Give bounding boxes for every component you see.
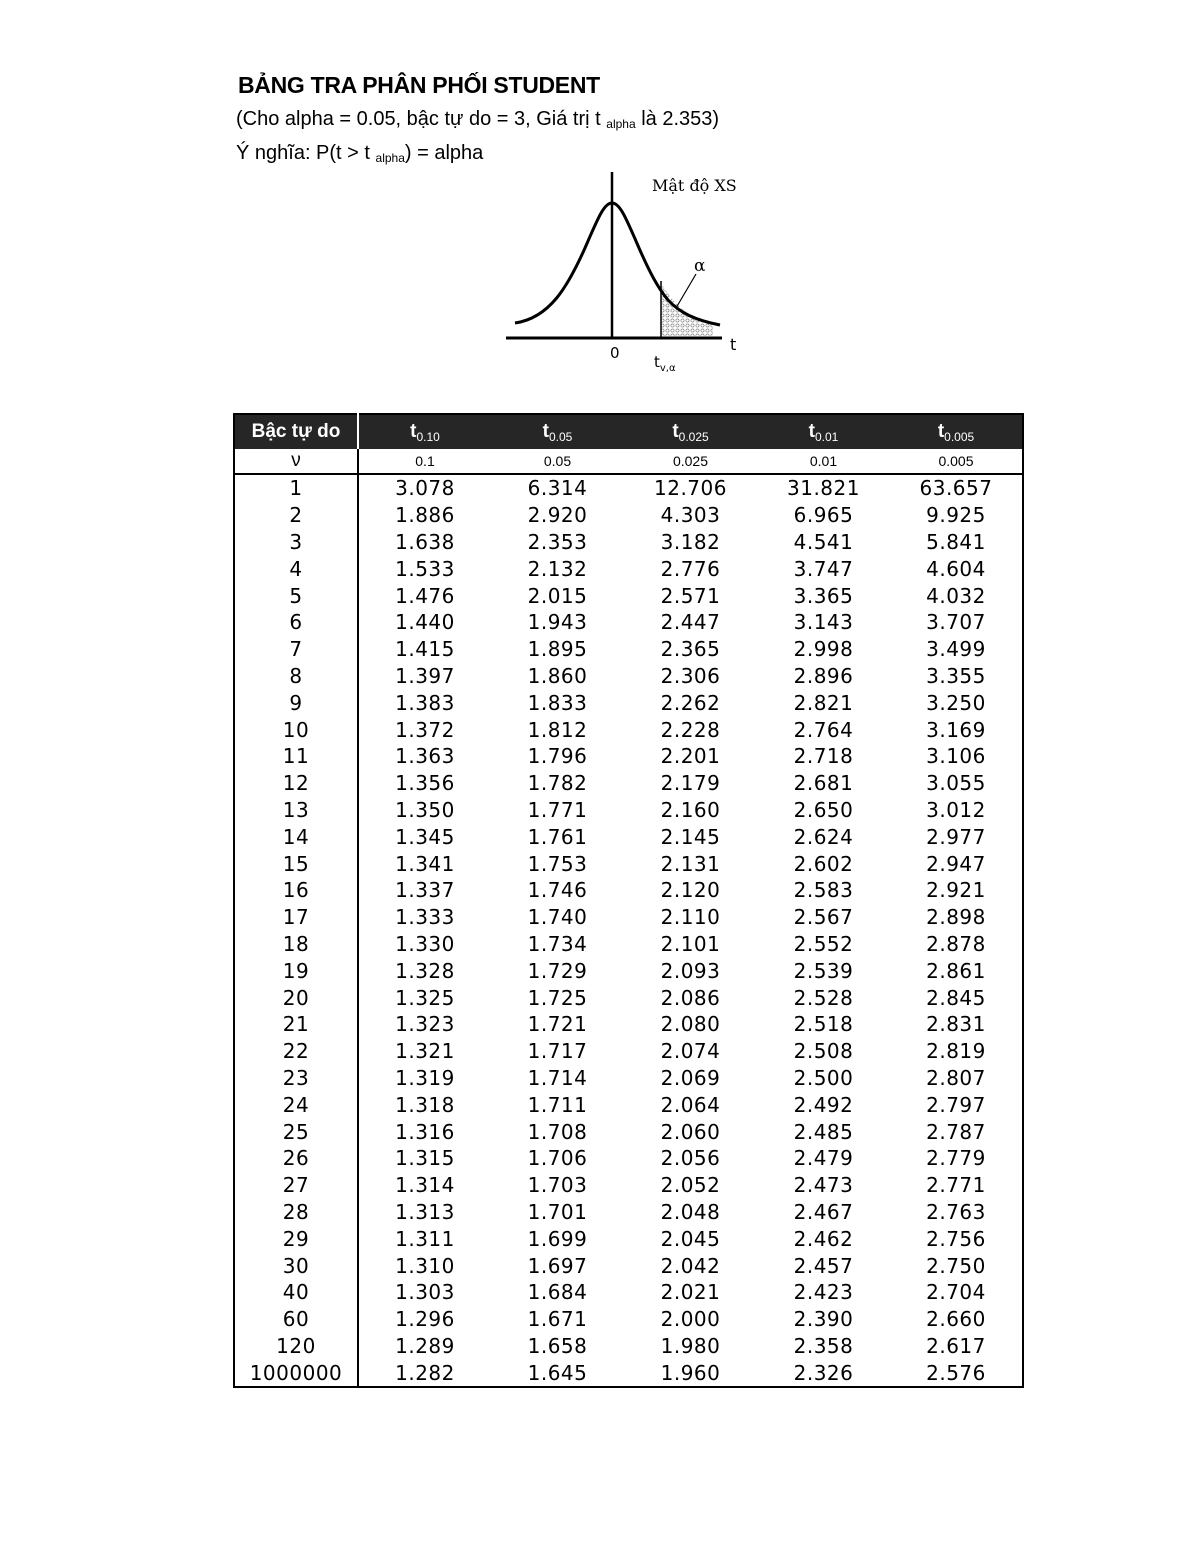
degrees-of-freedom-cell: 15 (234, 850, 358, 877)
critical-value-cell: 3.499 (926, 637, 986, 662)
table-row (234, 609, 1023, 636)
table-row (234, 1333, 1023, 1360)
degrees-of-freedom-cell: 1 (234, 474, 358, 502)
header-t-col (757, 414, 890, 449)
critical-value-cell: 4.604 (926, 556, 986, 581)
t-distribution-table (233, 413, 1022, 1388)
critical-value-cell: 2.776 (660, 556, 721, 581)
example-note-suffix: là 2.353) (635, 108, 720, 130)
critical-value-cell: 2.228 (660, 717, 721, 742)
critical-value-cell: 1.325 (395, 985, 455, 1010)
critical-value-cell: 1.703 (527, 1173, 588, 1198)
degrees-of-freedom-cell: 21 (234, 1011, 358, 1038)
table-row (234, 1225, 1023, 1252)
critical-value-cell: 1.729 (527, 958, 588, 983)
header-t-symbol: t (672, 420, 679, 442)
critical-value-cell: 1.980 (660, 1333, 721, 1358)
critical-value-cell: 1.796 (527, 744, 588, 769)
critical-value-cell: 2.718 (793, 744, 854, 769)
critical-value-cell: 1.895 (527, 637, 588, 662)
example-note-sub: alpha (606, 117, 636, 131)
table-row (234, 770, 1023, 797)
critical-value-cell: 2.763 (926, 1199, 986, 1224)
table-body (234, 474, 1023, 1387)
header-t-sub: 0.005 (944, 429, 975, 444)
header-t-sub: 0.01 (814, 429, 839, 444)
critical-value-cell: 1.318 (395, 1092, 455, 1117)
degrees-of-freedom-cell: 18 (234, 931, 358, 958)
table-row (234, 1091, 1023, 1118)
header-t-col (358, 414, 491, 449)
degrees-of-freedom-cell: 16 (234, 877, 358, 904)
degrees-of-freedom-cell: 40 (234, 1279, 358, 1306)
critical-value-cell: 2.552 (793, 931, 854, 956)
table-row (234, 1199, 1023, 1226)
t-critical-main: t (654, 353, 660, 371)
critical-value-cell: 2.779 (926, 1146, 986, 1171)
critical-value-cell: 3.365 (793, 583, 854, 608)
critical-value-cell: 2.052 (660, 1173, 721, 1198)
critical-value-cell: 2.000 (660, 1307, 721, 1332)
degrees-of-freedom-cell: 2 (234, 502, 358, 529)
critical-value-cell: 6.965 (793, 503, 854, 528)
critical-value-cell: 2.179 (660, 771, 721, 796)
table-row (234, 1118, 1023, 1145)
critical-value-cell: 1.363 (395, 744, 455, 769)
critical-value-cell: 2.353 (527, 529, 588, 554)
table-row (234, 555, 1023, 582)
critical-value-cell: 9.925 (926, 503, 986, 528)
critical-value-cell: 1.706 (527, 1146, 588, 1171)
table-row (234, 984, 1023, 1011)
critical-value-cell: 2.060 (660, 1119, 721, 1144)
critical-value-cell: 2.878 (926, 931, 986, 956)
degrees-of-freedom-cell: 14 (234, 823, 358, 850)
degrees-of-freedom-cell: 6 (234, 609, 358, 636)
critical-value-cell: 1.296 (395, 1307, 455, 1332)
critical-value-cell: 2.681 (793, 771, 854, 796)
critical-value-cell: 3.707 (926, 610, 986, 635)
critical-value-cell: 1.860 (527, 663, 588, 688)
degrees-of-freedom-cell: 28 (234, 1199, 358, 1226)
critical-value-cell: 2.831 (926, 1012, 986, 1037)
alpha-row (234, 449, 1023, 474)
degrees-of-freedom-cell: 4 (234, 555, 358, 582)
table-row (234, 957, 1023, 984)
density-figure (500, 168, 760, 383)
critical-value-cell: 1.321 (395, 1039, 455, 1064)
critical-value-cell: 1.341 (395, 851, 455, 876)
alpha-value: 0.005 (890, 449, 1023, 474)
critical-value-cell: 1.714 (527, 1065, 588, 1090)
density-curve (515, 203, 720, 325)
table-row (234, 850, 1023, 877)
critical-value-cell: 3.182 (660, 529, 721, 554)
degrees-of-freedom-cell: 29 (234, 1225, 358, 1252)
critical-value-cell: 1.684 (527, 1280, 588, 1305)
critical-value-cell: 2.365 (660, 637, 721, 662)
critical-value-cell: 1.725 (527, 985, 588, 1010)
page-title: BẢNG TRA PHÂN PHỐI STUDENT (238, 72, 600, 98)
table-row (234, 716, 1023, 743)
degrees-of-freedom-cell: 9 (234, 689, 358, 716)
critical-value-cell: 5.841 (926, 529, 986, 554)
critical-value-cell: 1.310 (395, 1253, 455, 1278)
critical-value-cell: 2.583 (793, 878, 854, 903)
critical-value-cell: 1.753 (527, 851, 588, 876)
degrees-of-freedom-cell: 5 (234, 582, 358, 609)
critical-value-cell: 3.747 (793, 556, 854, 581)
degrees-of-freedom-cell: 1000000 (234, 1359, 358, 1387)
table-row (234, 743, 1023, 770)
critical-value-cell: 2.539 (793, 958, 854, 983)
critical-value-cell: 2.764 (793, 717, 854, 742)
critical-value-cell: 1.397 (395, 663, 455, 688)
table-row (234, 636, 1023, 663)
critical-value-cell: 2.262 (660, 690, 721, 715)
critical-value-cell: 1.886 (395, 503, 455, 528)
critical-value-cell: 1.311 (395, 1226, 455, 1251)
table-row (234, 1359, 1023, 1387)
critical-value-cell: 2.390 (793, 1307, 854, 1332)
critical-value-cell: 2.921 (926, 878, 986, 903)
critical-value-cell: 1.383 (395, 690, 455, 715)
critical-value-cell: 2.704 (926, 1280, 986, 1305)
degrees-of-freedom-cell: 25 (234, 1118, 358, 1145)
critical-value-cell: 2.977 (926, 824, 986, 849)
meaning-note-sub: alpha (375, 151, 405, 165)
critical-value-cell: 2.771 (926, 1173, 986, 1198)
critical-value-cell: 2.567 (793, 905, 854, 930)
table-row (234, 582, 1023, 609)
degrees-of-freedom-cell: 23 (234, 1065, 358, 1092)
degrees-of-freedom-cell: 10 (234, 716, 358, 743)
critical-value-cell: 1.746 (527, 878, 588, 903)
critical-value-cell: 2.447 (660, 610, 721, 635)
alpha-value: 0.1 (358, 449, 491, 474)
critical-value-cell: 2.086 (660, 985, 721, 1010)
critical-value-cell: 2.797 (926, 1092, 986, 1117)
critical-value-cell: 1.330 (395, 931, 455, 956)
alpha-pointer (676, 274, 696, 308)
critical-value-cell: 2.145 (660, 824, 721, 849)
critical-value-cell: 12.706 (654, 476, 727, 501)
alpha-value: 0.05 (491, 449, 624, 474)
critical-value-cell: 1.303 (395, 1280, 455, 1305)
header-t-symbol: t (410, 420, 417, 442)
table-row (234, 529, 1023, 556)
critical-value-cell: 2.021 (660, 1280, 721, 1305)
critical-value-cell: 3.143 (793, 610, 854, 635)
degrees-of-freedom-cell: 22 (234, 1038, 358, 1065)
critical-value-cell: 2.110 (660, 905, 721, 930)
critical-value-cell: 2.101 (660, 931, 721, 956)
critical-value-cell: 1.415 (395, 637, 455, 662)
critical-value-cell: 1.314 (395, 1173, 455, 1198)
critical-value-cell: 1.740 (527, 905, 588, 930)
zero-label: 0 (610, 344, 620, 362)
degrees-of-freedom-cell: 27 (234, 1172, 358, 1199)
degrees-of-freedom-cell: 19 (234, 957, 358, 984)
header-t-sub: 0.05 (548, 429, 573, 444)
density-label: Mật độ XS (652, 176, 737, 195)
critical-value-cell: 1.699 (527, 1226, 588, 1251)
table-row (234, 797, 1023, 824)
example-note-prefix: (Cho alpha = 0.05, bậc tự do = 3, Giá trị t (236, 108, 607, 130)
meaning-note-prefix: Ý nghĩa: P(t > t (236, 142, 376, 164)
table-row (234, 502, 1023, 529)
degrees-of-freedom-cell: 24 (234, 1091, 358, 1118)
critical-value-cell: 2.467 (793, 1199, 854, 1224)
degrees-of-freedom-cell: 120 (234, 1333, 358, 1360)
critical-value-cell: 1.313 (395, 1199, 455, 1224)
critical-value-cell: 1.350 (395, 797, 455, 822)
critical-value-cell: 4.032 (926, 583, 986, 608)
critical-value-cell: 2.819 (926, 1039, 986, 1064)
critical-value-cell: 2.998 (793, 637, 854, 662)
critical-value-cell: 1.812 (527, 717, 588, 742)
critical-value-cell: 1.372 (395, 717, 455, 742)
critical-value-cell: 2.617 (926, 1333, 986, 1358)
critical-value-cell: 2.462 (793, 1226, 854, 1251)
critical-value-cell: 2.485 (793, 1119, 854, 1144)
critical-value-cell: 2.120 (660, 878, 721, 903)
table-row (234, 1038, 1023, 1065)
table-row (234, 1065, 1023, 1092)
critical-value-cell: 1.782 (527, 771, 588, 796)
critical-value-cell: 1.345 (395, 824, 455, 849)
table-row (234, 1172, 1023, 1199)
critical-value-cell: 2.650 (793, 797, 854, 822)
critical-value-cell: 2.160 (660, 797, 721, 822)
critical-value-cell: 63.657 (919, 476, 993, 501)
meaning-note (236, 142, 483, 165)
critical-value-cell: 1.645 (527, 1360, 588, 1385)
critical-value-cell: 1.323 (395, 1012, 455, 1037)
example-note (236, 108, 719, 131)
table-row (234, 904, 1023, 931)
critical-value-cell: 1.708 (527, 1119, 588, 1144)
alpha-value: 0.01 (757, 449, 890, 474)
critical-value-cell: 2.756 (926, 1226, 986, 1251)
critical-value-cell: 2.571 (660, 583, 721, 608)
critical-value-cell: 1.771 (527, 797, 588, 822)
critical-value-cell: 1.289 (395, 1333, 455, 1358)
header-t-symbol: t (808, 420, 815, 442)
critical-value-cell: 3.355 (926, 663, 986, 688)
header-t-col (624, 414, 757, 449)
header-t-col (491, 414, 624, 449)
critical-value-cell: 1.717 (527, 1039, 588, 1064)
table-row (234, 1306, 1023, 1333)
critical-value-cell: 2.920 (527, 503, 588, 528)
critical-value-cell: 3.012 (926, 797, 986, 822)
alpha-value: 0.025 (624, 449, 757, 474)
critical-value-cell: 1.337 (395, 878, 455, 903)
critical-value-cell: 3.106 (926, 744, 986, 769)
degrees-of-freedom-cell: 7 (234, 636, 358, 663)
table-row (234, 1279, 1023, 1306)
critical-value-cell: 3.169 (926, 717, 986, 742)
critical-value-cell: 2.473 (793, 1173, 854, 1198)
critical-value-cell: 1.943 (527, 610, 588, 635)
degrees-of-freedom-cell: 3 (234, 529, 358, 556)
critical-values-table (233, 413, 1024, 1388)
critical-value-cell: 2.518 (793, 1012, 854, 1037)
header-t-sub: 0.10 (416, 429, 440, 444)
degrees-of-freedom-cell: 26 (234, 1145, 358, 1172)
critical-value-cell: 2.056 (660, 1146, 721, 1171)
degrees-of-freedom-cell: 8 (234, 663, 358, 690)
critical-value-cell: 1.721 (527, 1012, 588, 1037)
table-row (234, 877, 1023, 904)
critical-value-cell: 4.303 (660, 503, 721, 528)
critical-value-cell: 1.734 (527, 931, 588, 956)
alpha-label: α (694, 256, 706, 276)
degrees-of-freedom-cell: 13 (234, 797, 358, 824)
critical-value-cell: 2.015 (527, 583, 588, 608)
critical-value-cell: 1.282 (395, 1360, 455, 1385)
critical-value-cell: 2.093 (660, 958, 721, 983)
degrees-of-freedom-cell: 60 (234, 1306, 358, 1333)
critical-value-cell: 2.750 (926, 1253, 986, 1278)
critical-value-cell: 1.638 (395, 529, 455, 554)
critical-value-cell: 3.250 (926, 690, 986, 715)
critical-value-cell: 2.306 (660, 663, 721, 688)
table-row (234, 931, 1023, 958)
critical-value-cell: 2.500 (793, 1065, 854, 1090)
t-axis-label: t (730, 335, 737, 354)
critical-value-cell: 1.440 (395, 610, 455, 635)
critical-value-cell: 2.358 (793, 1333, 854, 1358)
critical-value-cell: 2.326 (793, 1360, 854, 1385)
critical-value-cell: 2.576 (926, 1360, 986, 1385)
critical-value-cell: 2.069 (660, 1065, 721, 1090)
meaning-note-suffix: ) = alpha (404, 142, 484, 164)
table-row (234, 474, 1023, 502)
table-header-row (234, 414, 1023, 449)
critical-value-cell: 2.528 (793, 985, 854, 1010)
critical-value-cell: 1.316 (395, 1119, 455, 1144)
critical-value-cell: 2.042 (660, 1253, 721, 1278)
critical-value-cell: 2.947 (926, 851, 986, 876)
nu-symbol: ν (234, 449, 358, 474)
critical-value-cell: 3.078 (395, 476, 455, 501)
table-row (234, 689, 1023, 716)
critical-value-cell: 1.711 (527, 1092, 588, 1117)
critical-value-cell: 2.132 (527, 556, 588, 581)
critical-value-cell: 2.492 (793, 1092, 854, 1117)
table-row (234, 663, 1023, 690)
critical-value-cell: 2.423 (793, 1280, 854, 1305)
degrees-of-freedom-cell: 30 (234, 1252, 358, 1279)
critical-value-cell: 31.821 (787, 476, 860, 501)
degrees-of-freedom-cell: 12 (234, 770, 358, 797)
critical-value-cell: 2.807 (926, 1065, 986, 1090)
critical-value-cell: 1.701 (527, 1199, 588, 1224)
critical-value-cell: 2.080 (660, 1012, 721, 1037)
header-t-symbol: t (937, 420, 945, 442)
critical-value-cell: 2.821 (793, 690, 854, 715)
critical-value-cell: 2.457 (793, 1253, 854, 1278)
critical-value-cell: 2.508 (793, 1039, 854, 1064)
header-t-sub: 0.025 (678, 429, 709, 444)
critical-value-cell: 2.479 (793, 1146, 854, 1171)
critical-value-cell: 1.761 (527, 824, 588, 849)
critical-value-cell: 1.333 (395, 905, 455, 930)
critical-value-cell: 1.658 (527, 1333, 588, 1358)
critical-value-cell: 2.045 (660, 1226, 721, 1251)
table-row (234, 823, 1023, 850)
critical-value-cell: 1.833 (527, 690, 588, 715)
critical-value-cell: 1.476 (395, 583, 455, 608)
critical-value-cell: 2.074 (660, 1039, 721, 1064)
table-row (234, 1252, 1023, 1279)
critical-value-cell: 3.055 (926, 771, 986, 796)
critical-value-cell: 2.787 (926, 1119, 986, 1144)
critical-value-cell: 2.660 (926, 1307, 986, 1332)
critical-value-cell: 2.048 (660, 1199, 721, 1224)
tail-area (661, 283, 713, 336)
critical-value-cell: 2.602 (793, 851, 854, 876)
critical-value-cell: 2.624 (793, 824, 854, 849)
t-critical-sub: v,α (659, 363, 676, 374)
t-critical-label (654, 353, 676, 374)
critical-value-cell: 4.541 (793, 529, 854, 554)
header-t-col (890, 414, 1023, 449)
critical-value-cell: 2.064 (660, 1092, 721, 1117)
critical-value-cell: 1.671 (527, 1307, 588, 1332)
degrees-of-freedom-cell: 11 (234, 743, 358, 770)
critical-value-cell: 2.131 (660, 851, 721, 876)
table-row (234, 1011, 1023, 1038)
table-row (234, 1145, 1023, 1172)
density-diagram (500, 168, 760, 383)
critical-value-cell: 2.201 (660, 744, 721, 769)
header-degrees-of-freedom: Bậc tự do (234, 414, 358, 449)
critical-value-cell: 1.319 (395, 1065, 455, 1090)
critical-value-cell: 2.896 (793, 663, 854, 688)
critical-value-cell: 2.861 (926, 958, 986, 983)
critical-value-cell: 1.315 (395, 1146, 455, 1171)
critical-value-cell: 2.898 (926, 905, 986, 930)
header-t-symbol: t (542, 420, 549, 442)
degrees-of-freedom-cell: 20 (234, 984, 358, 1011)
critical-value-cell: 1.960 (660, 1360, 721, 1385)
critical-value-cell: 1.697 (527, 1253, 588, 1278)
critical-value-cell: 6.314 (527, 476, 588, 501)
degrees-of-freedom-cell: 17 (234, 904, 358, 931)
critical-value-cell: 1.328 (395, 958, 455, 983)
critical-value-cell: 1.356 (395, 771, 455, 796)
critical-value-cell: 1.533 (395, 556, 455, 581)
critical-value-cell: 2.845 (926, 985, 986, 1010)
